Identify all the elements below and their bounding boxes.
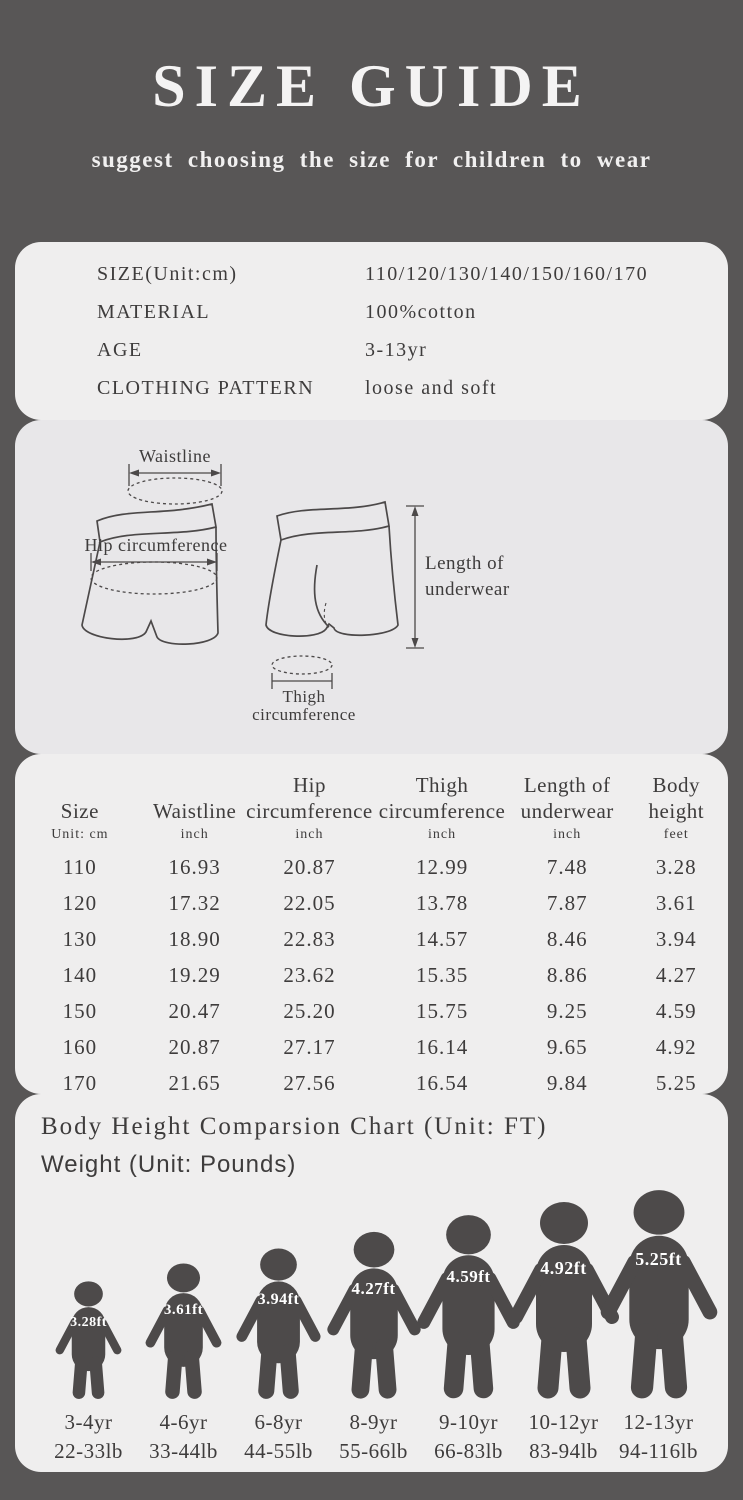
cell-size: 170 [62,1070,98,1095]
cell-length: 7.48 [546,854,588,879]
cell-hip: 23.62 [283,962,336,987]
table-row [15,957,728,993]
figure-weight-label: 66-83lb [434,1439,503,1463]
figure-weight-label: 33-44lb [149,1439,218,1463]
cell-waistline: 20.87 [168,1034,221,1059]
cell-length: 9.25 [546,998,588,1023]
product-info-card [15,242,728,420]
figure-age-label: 3-4yr [64,1410,113,1434]
product-info-value: loose and soft [365,376,498,399]
cell-thigh: 13.78 [415,890,469,915]
cell-body-height: 3.61 [655,890,697,915]
figure-height-label: 4.59ft [446,1267,491,1287]
figure-age-label: 10-12yr [528,1410,599,1434]
table-row [15,849,728,885]
figure-height-label: 3.94ft [257,1291,300,1309]
figure-height-label: 4.27ft [351,1279,396,1299]
product-info-value: 110/120/130/140/150/160/170 [365,262,649,285]
figure-weight-label: 22-33lb [54,1439,123,1463]
waistline-arrow [128,464,222,504]
cell-length: 9.84 [546,1070,588,1095]
product-info-value: 100%cotton [365,300,477,323]
cell-thigh: 16.14 [415,1034,469,1059]
cell-size: 130 [62,926,98,951]
cell-length: 9.65 [546,1034,588,1059]
cell-body-height: 3.94 [655,926,697,951]
cell-hip: 27.56 [283,1070,336,1095]
table-row [15,1029,728,1065]
cell-size: 140 [62,962,98,987]
cell-size: 150 [62,998,98,1023]
figure-weight-label: 44-55lb [244,1439,313,1463]
figure-weight-label: 94-116lb [618,1439,699,1463]
person-silhouette-icon [228,1247,329,1400]
figure-age-label: 8-9yr [349,1410,398,1434]
size-table-card [15,754,728,1094]
figure-age-label: 6-8yr [254,1410,303,1434]
person-silhouette-icon [49,1280,128,1400]
thigh-circumference-label-line1: Thigh [282,687,326,706]
length-of-underwear-label-line2: underwear [425,579,510,600]
cell-hip: 27.17 [283,1034,336,1059]
cell-hip: 20.87 [283,854,336,879]
table-row [15,993,728,1029]
figure-height-label: 4.92ft [540,1258,587,1278]
table-row [15,921,728,957]
cell-thigh: 15.75 [415,998,469,1023]
measurement-diagram-card [15,420,728,754]
waistline-label: Waistline [138,446,212,466]
product-info-label: MATERIAL [97,300,211,323]
figure-column [231,1247,326,1464]
child-figure [138,1262,229,1400]
column-header-body-height: Body height feet [648,773,705,842]
cell-waistline: 19.29 [168,962,221,987]
figure-height-label: 5.25ft [635,1249,682,1270]
hip-arrow [91,553,217,594]
back-shorts-drawing [266,502,398,636]
cell-size: 160 [62,1034,98,1059]
figure-weight-label: 55-66lb [339,1439,408,1463]
cell-hip: 25.20 [283,998,336,1023]
figure-height-label: 3.28ft [70,1314,107,1330]
figures-row [41,1188,728,1464]
figure-column [611,1188,706,1464]
cell-waistline: 20.47 [168,998,221,1023]
cell-body-height: 4.92 [655,1034,697,1059]
cell-body-height: 5.25 [655,1070,697,1095]
cell-length: 8.46 [546,926,588,951]
figure-weight-label: 83-94lb [529,1439,598,1463]
product-info-row [15,255,728,293]
header [0,0,743,242]
figure-column [41,1280,136,1464]
cell-waistline: 21.65 [168,1070,221,1095]
product-info-label: SIZE(Unit:cm) [97,262,238,285]
person-silhouette-icon [138,1262,229,1400]
cell-length: 8.86 [546,962,588,987]
thigh-arrow [272,656,332,689]
product-info-row [15,369,728,407]
length-of-underwear-label-line1: Length of [425,553,504,574]
cell-hip: 22.83 [283,926,336,951]
cell-length: 7.87 [546,890,588,915]
cell-waistline: 16.93 [168,854,221,879]
height-chart-card [15,1094,728,1472]
cell-hip: 22.05 [283,890,336,915]
figure-height-label: 3.61ft [163,1302,204,1319]
cell-body-height: 4.59 [655,998,697,1023]
height-chart-title: Body Height Comparsion Chart (Unit: FT) [41,1113,548,1140]
figure-age-label: 12-13yr [623,1410,694,1434]
column-header-waistline: Waistline inch [153,799,237,842]
column-header-length-of-underwear: Length of underwear inch [520,773,614,842]
underwear-measurement-diagram [15,420,728,754]
weight-chart-subtitle: Weight (Unit: Pounds) [41,1151,297,1178]
front-shorts-drawing [82,504,218,644]
person-silhouette-icon [589,1188,729,1400]
cell-thigh: 16.54 [415,1070,469,1095]
column-header-hip-circumference: Hip circumference inch [246,773,373,842]
cell-thigh: 12.99 [415,854,469,879]
length-arrow [406,506,424,648]
thigh-circumference-label-line2: circumference [252,705,356,724]
cell-body-height: 3.28 [655,854,697,879]
table-header-row [15,770,728,849]
cell-waistline: 18.90 [168,926,221,951]
child-figure [49,1280,128,1400]
cell-thigh: 14.57 [415,926,469,951]
cell-size: 120 [62,890,98,915]
product-info-row [15,293,728,331]
hip-circumference-label: Hip circumference [84,535,228,555]
product-info-label: AGE [97,338,143,361]
figure-age-label: 9-10yr [439,1410,498,1434]
child-figure [228,1247,329,1400]
page-subtitle: suggest choosing the size for children to wear [91,147,652,172]
cell-size: 110 [63,854,97,879]
figure-age-label: 4-6yr [159,1410,208,1434]
cell-waistline: 17.32 [168,890,221,915]
child-figure [589,1188,729,1400]
figure-column [136,1262,231,1464]
table-row [15,885,728,921]
product-info-label: CLOTHING PATTERN [97,376,315,399]
cell-body-height: 4.27 [655,962,697,987]
size-table [15,770,728,1101]
column-header-size: Size Unit: cm [51,799,109,842]
product-info-value: 3-13yr [365,338,428,361]
cell-thigh: 15.35 [415,962,469,987]
column-header-thigh-circumference: Thigh circumference inch [378,773,506,842]
page-title: SIZE GUIDE [152,53,591,119]
product-info-row [15,331,728,369]
